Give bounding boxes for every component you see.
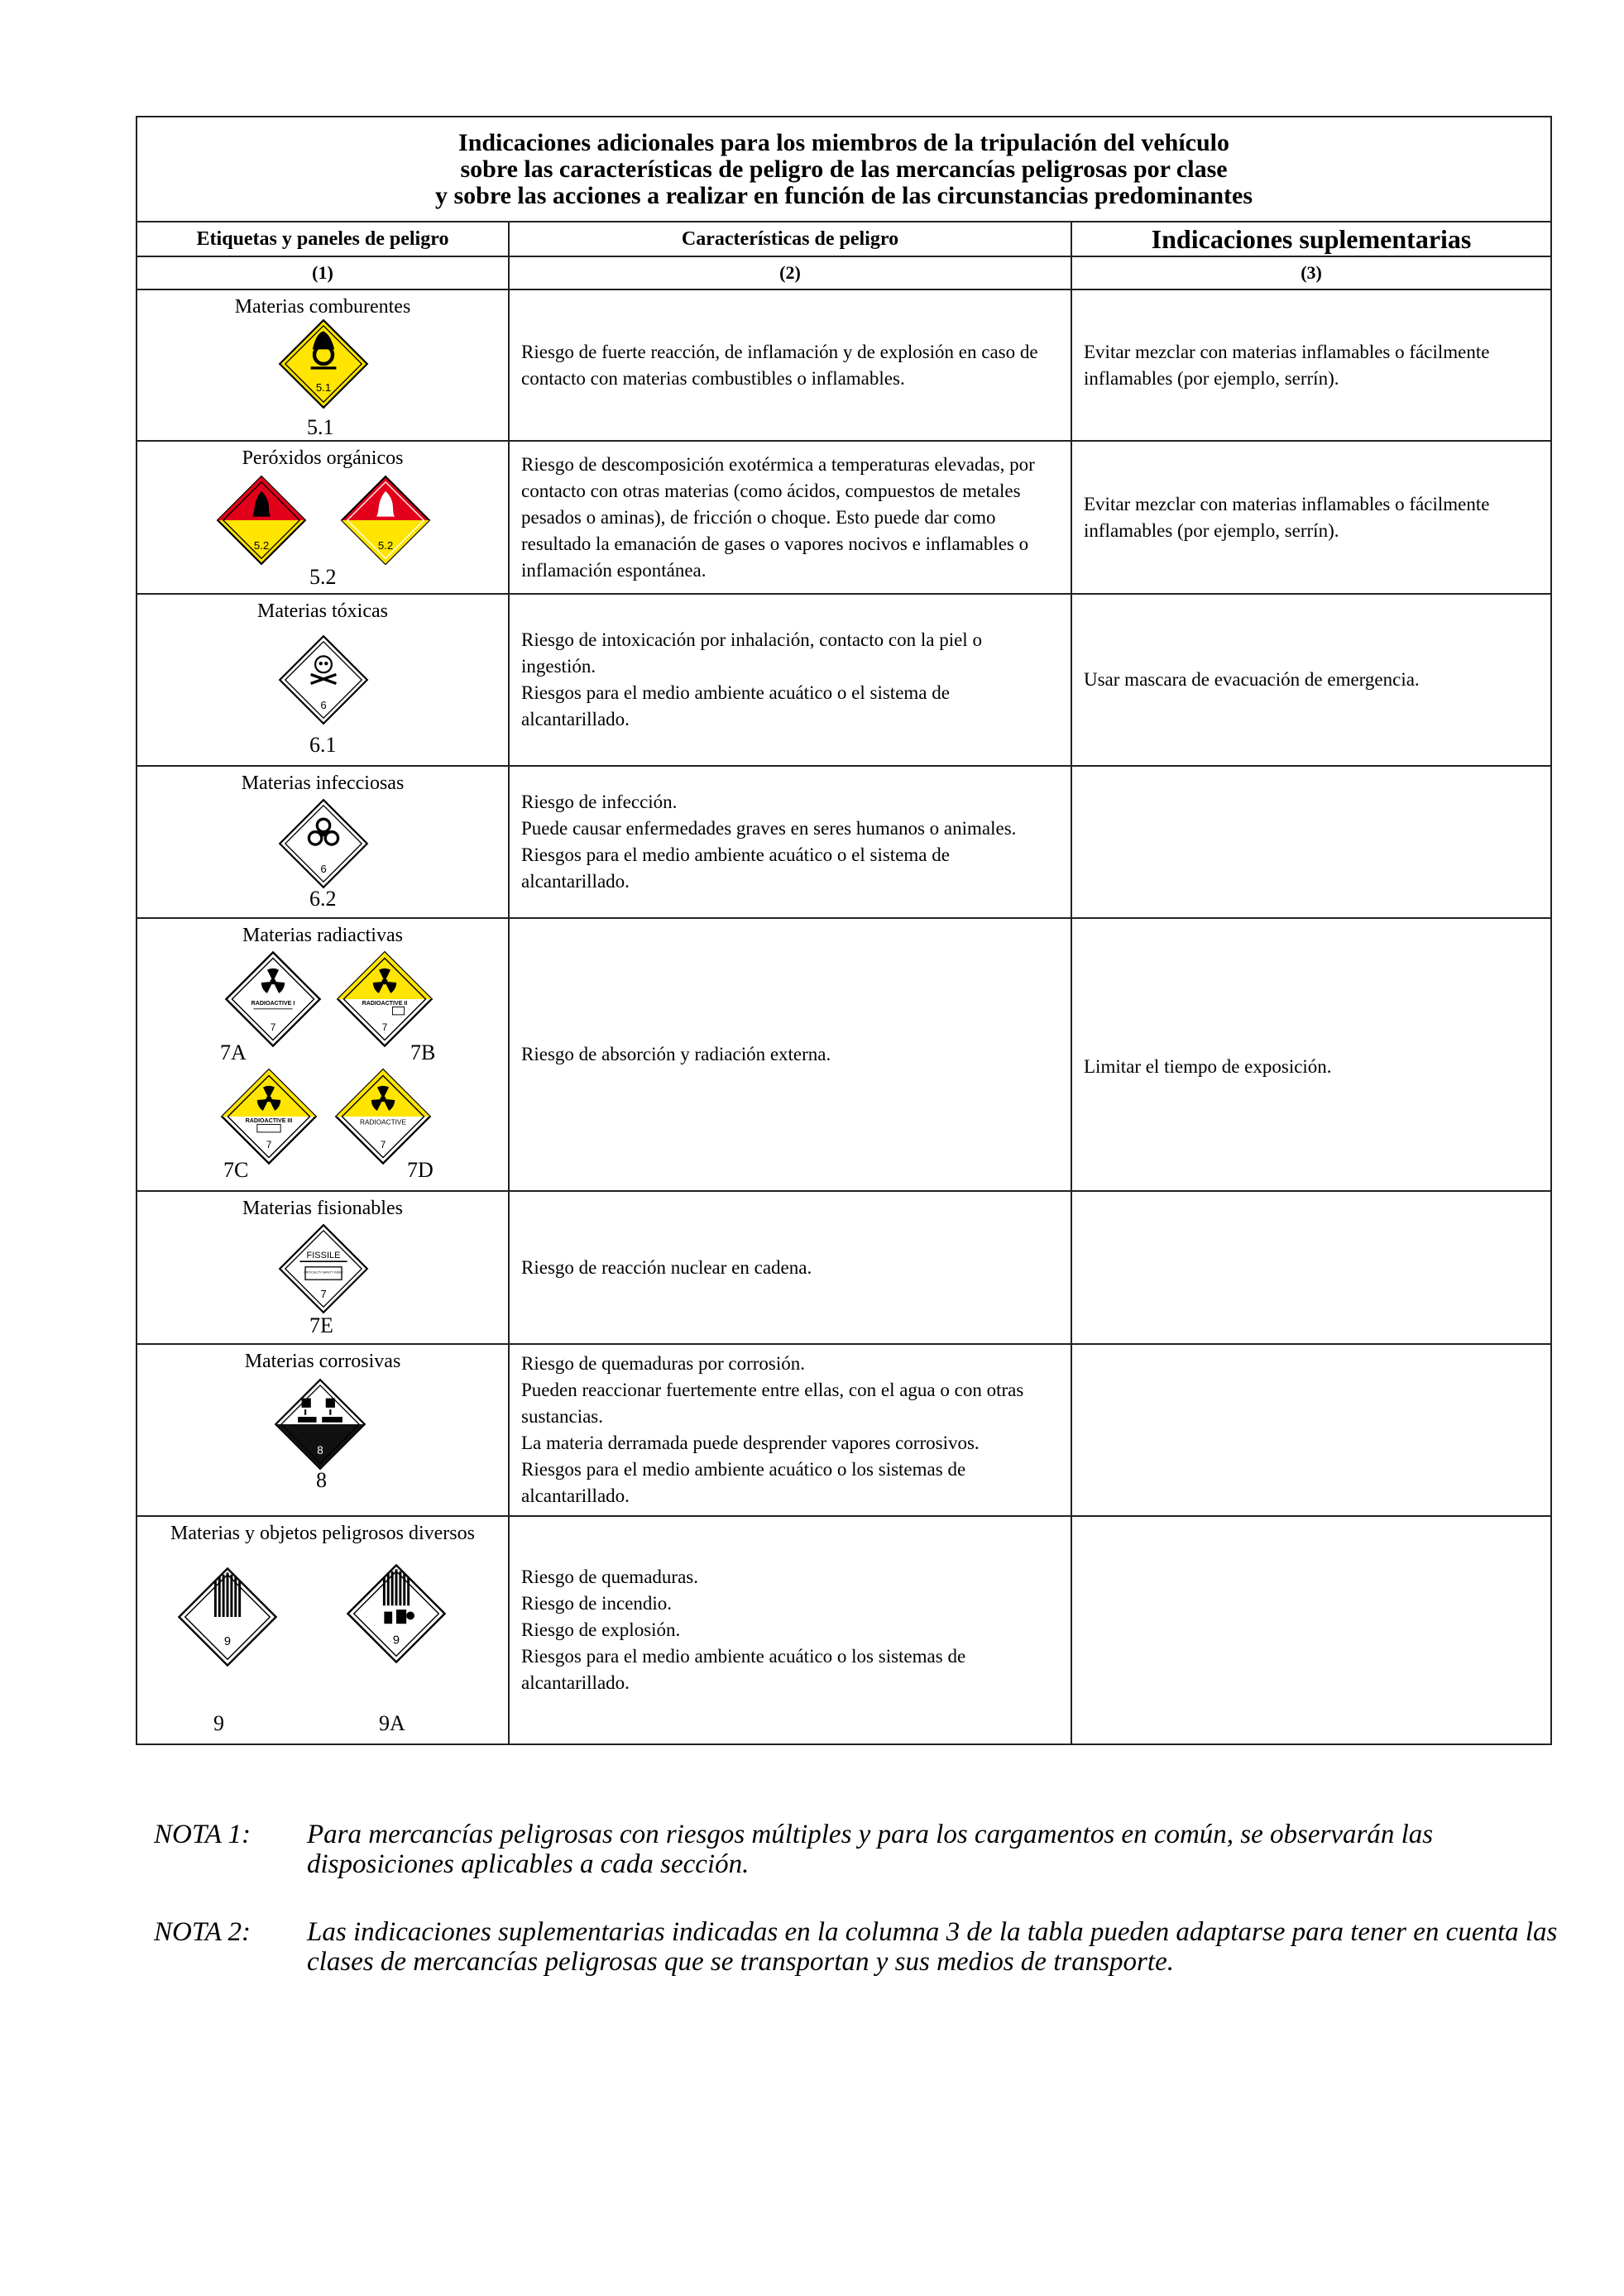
row-name: Materias comburentes [234, 296, 411, 318]
supplementary-cell [1071, 918, 1551, 1191]
supplementary-cell [1071, 766, 1551, 918]
label-number: 5.1 [315, 381, 332, 394]
hazard-cell [509, 918, 1071, 1191]
peroxide-label-yellow-icon [216, 475, 307, 566]
label-code: 6.2 [309, 887, 337, 911]
supplementary-text: Evitar mezclar con materias inflamables o fácilmente inflamables (por ejemplo, serrín). [1084, 341, 1490, 389]
row-name: Peróxidos orgánicos [242, 447, 404, 469]
hazard-text: Riesgo de absorción y radiación externa. [521, 1044, 831, 1064]
hazard-text: La materia derramada puede desprender vapores corrosivos. [521, 1433, 980, 1453]
hazard-text: Riesgos para el medio ambiente acuático o los sistemas de alcantarillado. [521, 1459, 966, 1506]
misc-9a-label-icon [346, 1563, 447, 1664]
hazard-text: Riesgo de reacción nuclear en cadena. [521, 1256, 812, 1278]
table-title [137, 117, 1551, 222]
header-labels: Etiquetas y paneles de peligro [137, 222, 509, 256]
col-number-3: (3) [1071, 256, 1551, 289]
table-row [137, 1516, 1551, 1744]
hazard-text: Riesgo de intoxicación por inhalación, contacto con la piel o ingestión. [521, 629, 982, 677]
label-cell-fissile [137, 1191, 509, 1344]
row-name: Materias infecciosas [241, 773, 405, 794]
table-row [137, 1344, 1551, 1516]
table-row [137, 441, 1551, 594]
row-name: Materias y objetos peligrosos diversos [170, 1523, 475, 1544]
label-code: 7C [223, 1158, 249, 1182]
col-number-2: (2) [509, 256, 1071, 289]
radioactive-7c-label-icon [220, 1068, 318, 1165]
label-code: 7E [309, 1313, 333, 1337]
label-text: RADIOACTIVE II [362, 1000, 408, 1007]
label-code: 7A [220, 1040, 247, 1064]
hazard-cell [509, 1344, 1071, 1516]
note-text: Para mercancías peligrosas con riesgos múltiples y para los cargamentos en común, se observarán las disposiciones aplicables a cada sección. [307, 1820, 1434, 1879]
note-text: Las indicaciones suplementarias indicadas en la columna 3 de la tabla pueden adaptarse para tener en cuenta las clases de mercancías peligrosas que se transportan y sus medios de transporte. [307, 1917, 1558, 1977]
title-line-3: y sobre las acciones a realizar en función de las circunstancias predominantes [434, 181, 1253, 209]
label-number: 7 [380, 1139, 386, 1150]
label-text: RADIOACTIVE I [251, 1000, 295, 1007]
fissile-label-icon [278, 1223, 369, 1314]
header-supplementary: Indicaciones suplementarias [1071, 222, 1551, 256]
label-cell-peroxides [137, 441, 509, 594]
label-text: RADIOACTIVE III [245, 1117, 293, 1125]
row-name: Materias radiactivas [242, 925, 403, 946]
radioactive-7d-label-icon [334, 1068, 432, 1165]
hazard-text: Riesgo de quemaduras por corrosión. [521, 1353, 806, 1374]
label-cell-corrosive [137, 1344, 509, 1516]
label-number: 8 [317, 1443, 323, 1457]
hazard-cell [509, 441, 1071, 594]
label-number: 9 [392, 1634, 400, 1648]
label-text: CRITICALITY SAFETY INDEX [304, 1270, 343, 1275]
misc-9-label-icon [177, 1567, 278, 1667]
corrosive-label-icon [274, 1378, 366, 1471]
label-number: 5.2 [253, 539, 270, 552]
hazard-text: Puede causar enfermedades graves en seres humanos o animales. [521, 818, 1017, 839]
hazard-text: Riesgo de descomposición exotérmica a temperaturas elevadas, por contacto con otras materias (como ácidos, compuestos de metales pesados o aminas), de fricción o choque. Esto puede dar como resultado la emanación de gases o vapores nocivos e inflamables o inflamación espontánea. [521, 453, 1035, 581]
hazard-text: Riesgos para el medio ambiente acuático o el sistema de alcantarillado. [521, 682, 950, 729]
label-number: 9 [223, 1635, 232, 1649]
title-line-1: Indicaciones adicionales para los miembros de la tripulación del vehículo [458, 128, 1230, 156]
label-code: 7D [407, 1158, 434, 1182]
label-cell-infectious [137, 766, 509, 918]
hazard-text: Riesgo de fuerte reacción, de inflamación y de explosión en caso de contacto con materias combustibles o inflamables. [521, 341, 1038, 389]
toxic-label-icon [278, 634, 369, 725]
peroxide-label-red-icon [340, 475, 431, 566]
hazard-text: Riesgos para el medio ambiente acuático o el sistema de alcantarillado. [521, 844, 950, 892]
supplementary-cell [1071, 1344, 1551, 1516]
radioactive-7b-label-icon [336, 950, 434, 1048]
col-number-1: (1) [137, 256, 509, 289]
hazard-cell [509, 1191, 1071, 1344]
supplementary-cell [1071, 1191, 1551, 1344]
label-number: 7 [381, 1021, 388, 1033]
label-code: 9A [379, 1711, 405, 1735]
supplementary-cell [1071, 289, 1551, 441]
table-row [137, 766, 1551, 918]
label-number: 7 [266, 1139, 272, 1150]
row-name: Materias tóxicas [257, 600, 388, 622]
hazard-text: Riesgo de quemaduras. [521, 1567, 698, 1587]
note-2 [154, 1917, 1560, 1983]
supplementary-cell [1071, 594, 1551, 766]
table-row [137, 289, 1551, 441]
hazard-cell [509, 766, 1071, 918]
row-name: Materias corrosivas [244, 1351, 401, 1372]
supplementary-text: Limitar el tiempo de exposición. [1084, 1056, 1332, 1077]
label-code: 7B [410, 1040, 436, 1064]
table-row [137, 594, 1551, 766]
label-cell-radioactive [137, 918, 509, 1191]
label-code: 5.1 [307, 415, 334, 439]
label-cell-oxidizing [137, 289, 509, 441]
label-number: 7 [270, 1021, 276, 1033]
supplementary-text: Usar mascara de evacuación de emergencia. [1084, 669, 1420, 690]
note-key: NOTA 2: [154, 1917, 252, 1947]
hazard-text: Riesgo de infección. [521, 792, 678, 812]
label-code: 8 [316, 1468, 327, 1492]
label-cell-miscellaneous [137, 1516, 509, 1744]
hazard-text: Riesgo de incendio. [521, 1593, 673, 1614]
note-key: NOTA 1: [154, 1820, 252, 1849]
hazard-text: Pueden reaccionar fuertemente entre ellas, con el agua o con otras sustancias. [521, 1380, 1024, 1427]
label-text: FISSILE [306, 1250, 341, 1260]
supplementary-cell [1071, 1516, 1551, 1744]
label-code: 5.2 [309, 565, 337, 589]
label-code: 6.1 [309, 733, 337, 757]
supplementary-text: Evitar mezclar con materias inflamables o fácilmente inflamables (por ejemplo, serrín). [1084, 493, 1490, 541]
row-name: Materias fisionables [242, 1198, 403, 1219]
header-hazards: Características de peligro [509, 222, 1071, 256]
label-cell-toxic [137, 594, 509, 766]
biohazard-label-icon [278, 798, 369, 889]
radioactive-7a-label-icon [224, 950, 322, 1048]
table-row [137, 1191, 1551, 1344]
label-text: RADIOACTIVE [360, 1118, 406, 1126]
label-number: 6 [320, 699, 327, 712]
hazard-cell [509, 1516, 1071, 1744]
label-number: 7 [320, 1288, 327, 1301]
hazard-cell [509, 289, 1071, 441]
label-number: 5.2 [377, 539, 394, 552]
hazard-text: Riesgo de explosión. [521, 1619, 681, 1640]
hazard-cell [509, 594, 1071, 766]
title-line-2: sobre las características de peligro de las mercancías peligrosas por clase [460, 155, 1228, 183]
label-code: 9 [213, 1711, 224, 1735]
hazard-text: Riesgos para el medio ambiente acuático o los sistemas de alcantarillado. [521, 1646, 966, 1693]
oxidizer-label-icon [278, 318, 369, 409]
supplementary-cell [1071, 441, 1551, 594]
note-1 [154, 1820, 1560, 1886]
table-row [137, 918, 1551, 1191]
hazard-table [136, 116, 1552, 1745]
label-number: 6 [320, 863, 327, 876]
